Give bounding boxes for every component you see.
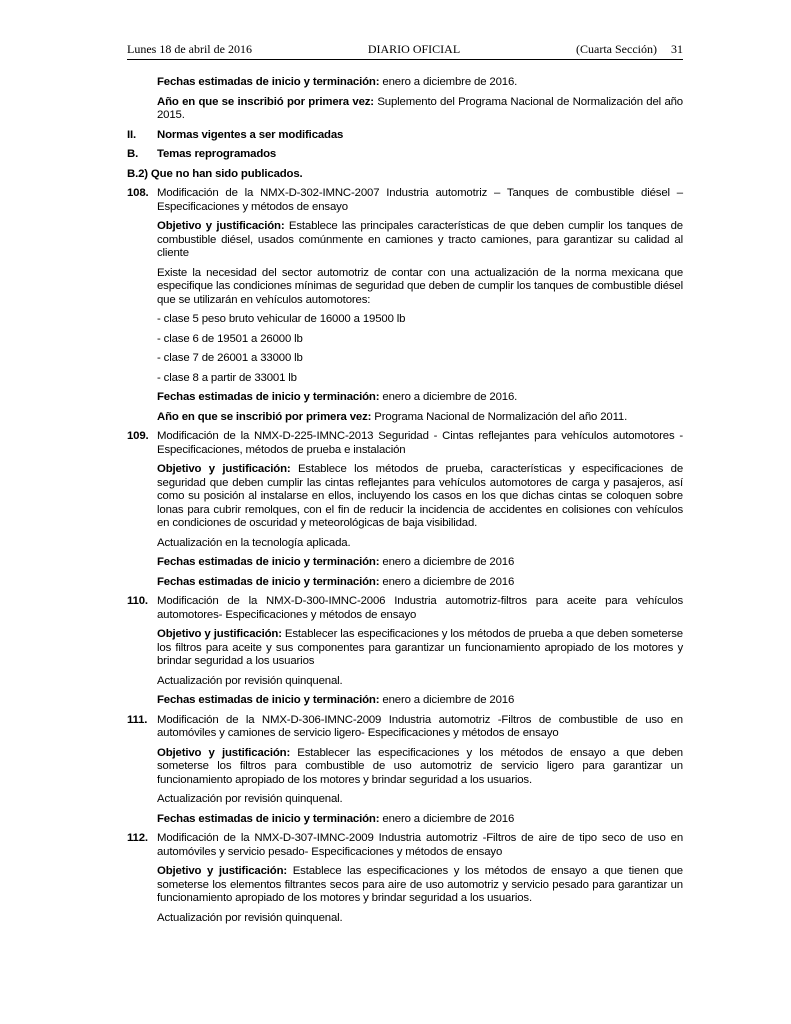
- section-b-title: Temas reprogramados: [157, 148, 277, 160]
- dates-paragraph: [127, 556, 683, 570]
- objective-paragraph: [127, 463, 683, 531]
- item-110: [127, 595, 683, 622]
- first-year-label: Año en que se inscribió por primera vez:: [157, 410, 372, 423]
- section-ii-title: Normas vigentes a ser modificadas: [157, 128, 344, 141]
- section-b2-heading: [127, 168, 683, 182]
- update-note: Actualización por revisión quinquenal.: [157, 793, 343, 805]
- dates-value: enero a diciembre de 2016: [379, 812, 515, 825]
- dates-label: Fechas estimadas de inicio y terminación:: [157, 391, 380, 403]
- item-111: [127, 714, 683, 741]
- objective-text: Establecer las especificaciones y los métodos de prueba a que deben someterse los filtros para aceite y sus componentes para garantizar un funcionamiento apropiado de los motores y brindar seguridad a los usuarios: [157, 628, 683, 667]
- item-number: 109.: [127, 430, 149, 442]
- dates-paragraph: [127, 694, 683, 708]
- item-number: 110.: [127, 595, 148, 607]
- objective-text: Establece las especificaciones y los métodos de ensayo a que tienen que someterse los elementos filtrantes secos para aire de uso automotriz y servicio pesado para garantizar un funcionamiento apropiado de los motores y brindar seguridad a los usuarios.: [157, 865, 683, 904]
- dates-label: Fechas estimadas de inicio y terminación:: [157, 694, 380, 706]
- first-year-value: Suplemento del Programa Nacional de Normalización del año 2015.: [157, 95, 683, 121]
- update-note: Actualización por revisión quinquenal.: [157, 674, 343, 687]
- item-number: 111.: [127, 713, 148, 726]
- header-date: Lunes 18 de abril de 2016: [127, 42, 252, 56]
- dates-value: enero a diciembre de 2016: [379, 694, 515, 706]
- first-year-paragraph: [127, 96, 683, 123]
- document-body: [127, 76, 683, 925]
- section-ii-number: II.: [127, 128, 137, 141]
- dates-paragraph: [127, 391, 683, 405]
- dates-label: Fechas estimadas de inicio y terminación:: [157, 812, 380, 825]
- item-title: Modificación de la NMX-D-300-IMNC-2006 Industria automotriz-filtros para aceite para vehículos automotores- Especificaciones y métodos de ensayo: [157, 595, 683, 621]
- page-header: [127, 42, 683, 60]
- objective-label: Objetivo y justificación:: [157, 220, 285, 232]
- dates-paragraph: [127, 813, 683, 827]
- dates-label: Fechas estimadas de inicio y terminación:: [157, 575, 380, 588]
- item-number: 112.: [127, 832, 148, 844]
- objective-paragraph: [127, 220, 683, 261]
- item-108: [127, 187, 683, 214]
- class-5-item: - clase 5 peso bruto vehicular de 16000 a 19500 lb: [157, 313, 406, 325]
- dates-value: enero a diciembre de 2016.: [379, 391, 518, 403]
- update-note: Actualización en la tecnología aplicada.: [157, 536, 351, 549]
- class-7-item: - clase 7 de 26001 a 33000 lb: [157, 352, 303, 364]
- objective-label: Objetivo y justificación:: [157, 746, 291, 759]
- class-6-item: - clase 6 de 19501 a 26000 lb: [157, 332, 303, 345]
- item-title: Modificación de la NMX-D-302-IMNC-2007 Industria automotriz – Tanques de combustible diésel – Especificaciones y métodos de ensayo: [157, 187, 683, 213]
- objective-text: Establecer las especificaciones y los métodos de ensayo a que deben someterse los filtros para combustible de uso automotriz de servicio ligero para garantizar un funcionamiento apropiado de los motores y brindar seguridad a los usuarios.: [157, 746, 683, 786]
- header-page-number: 31: [670, 42, 683, 56]
- dates-label: Fechas estimadas de inicio y terminación:: [157, 556, 380, 568]
- header-right: [576, 42, 683, 57]
- document-page: [127, 42, 683, 931]
- dates-paragraph: [127, 576, 683, 590]
- first-year-paragraph: [127, 411, 683, 425]
- section-b2-title: B.2) Que no han sido publicados.: [127, 167, 303, 180]
- update-note: Actualización por revisión quinquenal.: [157, 911, 343, 924]
- first-year-label: Año en que se inscribió por primera vez:: [157, 95, 374, 108]
- item-112: [127, 832, 683, 859]
- objective-label: Objetivo y justificación:: [157, 628, 282, 640]
- objective-label: Objetivo y justificación:: [157, 463, 291, 475]
- objective-paragraph: [127, 628, 683, 669]
- objective-text: Establece los métodos de prueba, características y especificaciones de seguridad que deben cumplir las cintas reflejantes para vehículos automotores de carga y pasajeros, así como su posición al instalarse en ellos, incluyendo los casos en los que dichas cintas se coloquen sobre lonas para cubrir remolques, con el fin de reducir la incidencia de accidentes en colisiones con vehículos en condiciones de oscuridad y meteorológicas de baja visibilidad.: [157, 463, 684, 529]
- objective-paragraph: [127, 747, 683, 788]
- first-year-value: Programa Nacional de Normalización del año 2011.: [371, 410, 628, 423]
- dates-label: Fechas estimadas de inicio y terminación:: [157, 76, 380, 88]
- section-b-number: B.: [127, 148, 139, 160]
- objective-paragraph: [127, 865, 683, 906]
- item-109: [127, 430, 683, 457]
- dates-paragraph: [127, 76, 683, 90]
- dates-value: enero a diciembre de 2016.: [379, 76, 518, 88]
- need-paragraph: Existe la necesidad del sector automotriz de contar con una actualización de la norma mexicana que especifique las condiciones mínimas de seguridad que deben de cumplir los tanques de combustible diésel que se utilizarán en vehículos automotores:: [157, 266, 683, 306]
- item-number: 108.: [127, 187, 149, 199]
- section-ii-heading: [127, 129, 683, 143]
- class-8-item: - clase 8 a partir de 33001 lb: [157, 371, 297, 384]
- item-title: Modificación de la NMX-D-307-IMNC-2009 Industria automotriz -Filtros de aire de tipo seco de uso en automóviles y servicio pesado- Especificaciones y métodos de ensayo: [157, 832, 683, 858]
- item-title: Modificación de la NMX-D-306-IMNC-2009 Industria automotriz -Filtros de combustible de uso en automóviles y camiones de servicio ligero- Especificaciones y métodos de ensayo: [157, 713, 683, 739]
- item-title: Modificación de la NMX-D-225-IMNC-2013 Seguridad - Cintas reflejantes para vehículos automotores - Especificaciones, métodos de prueba e instalación: [157, 430, 683, 456]
- header-section: (Cuarta Sección): [576, 42, 657, 56]
- dates-value: enero a diciembre de 2016: [379, 575, 515, 588]
- header-title: DIARIO OFICIAL: [367, 42, 461, 56]
- section-b-heading: [127, 148, 683, 162]
- objective-text: Establece las principales características de que deben cumplir los tanques de combustible diésel, usados comúnmente en camiones y tracto camiones, para garantizar su calidad al cliente: [157, 220, 683, 259]
- objective-label: Objetivo y justificación:: [157, 865, 288, 877]
- dates-value: enero a diciembre de 2016: [379, 556, 515, 568]
